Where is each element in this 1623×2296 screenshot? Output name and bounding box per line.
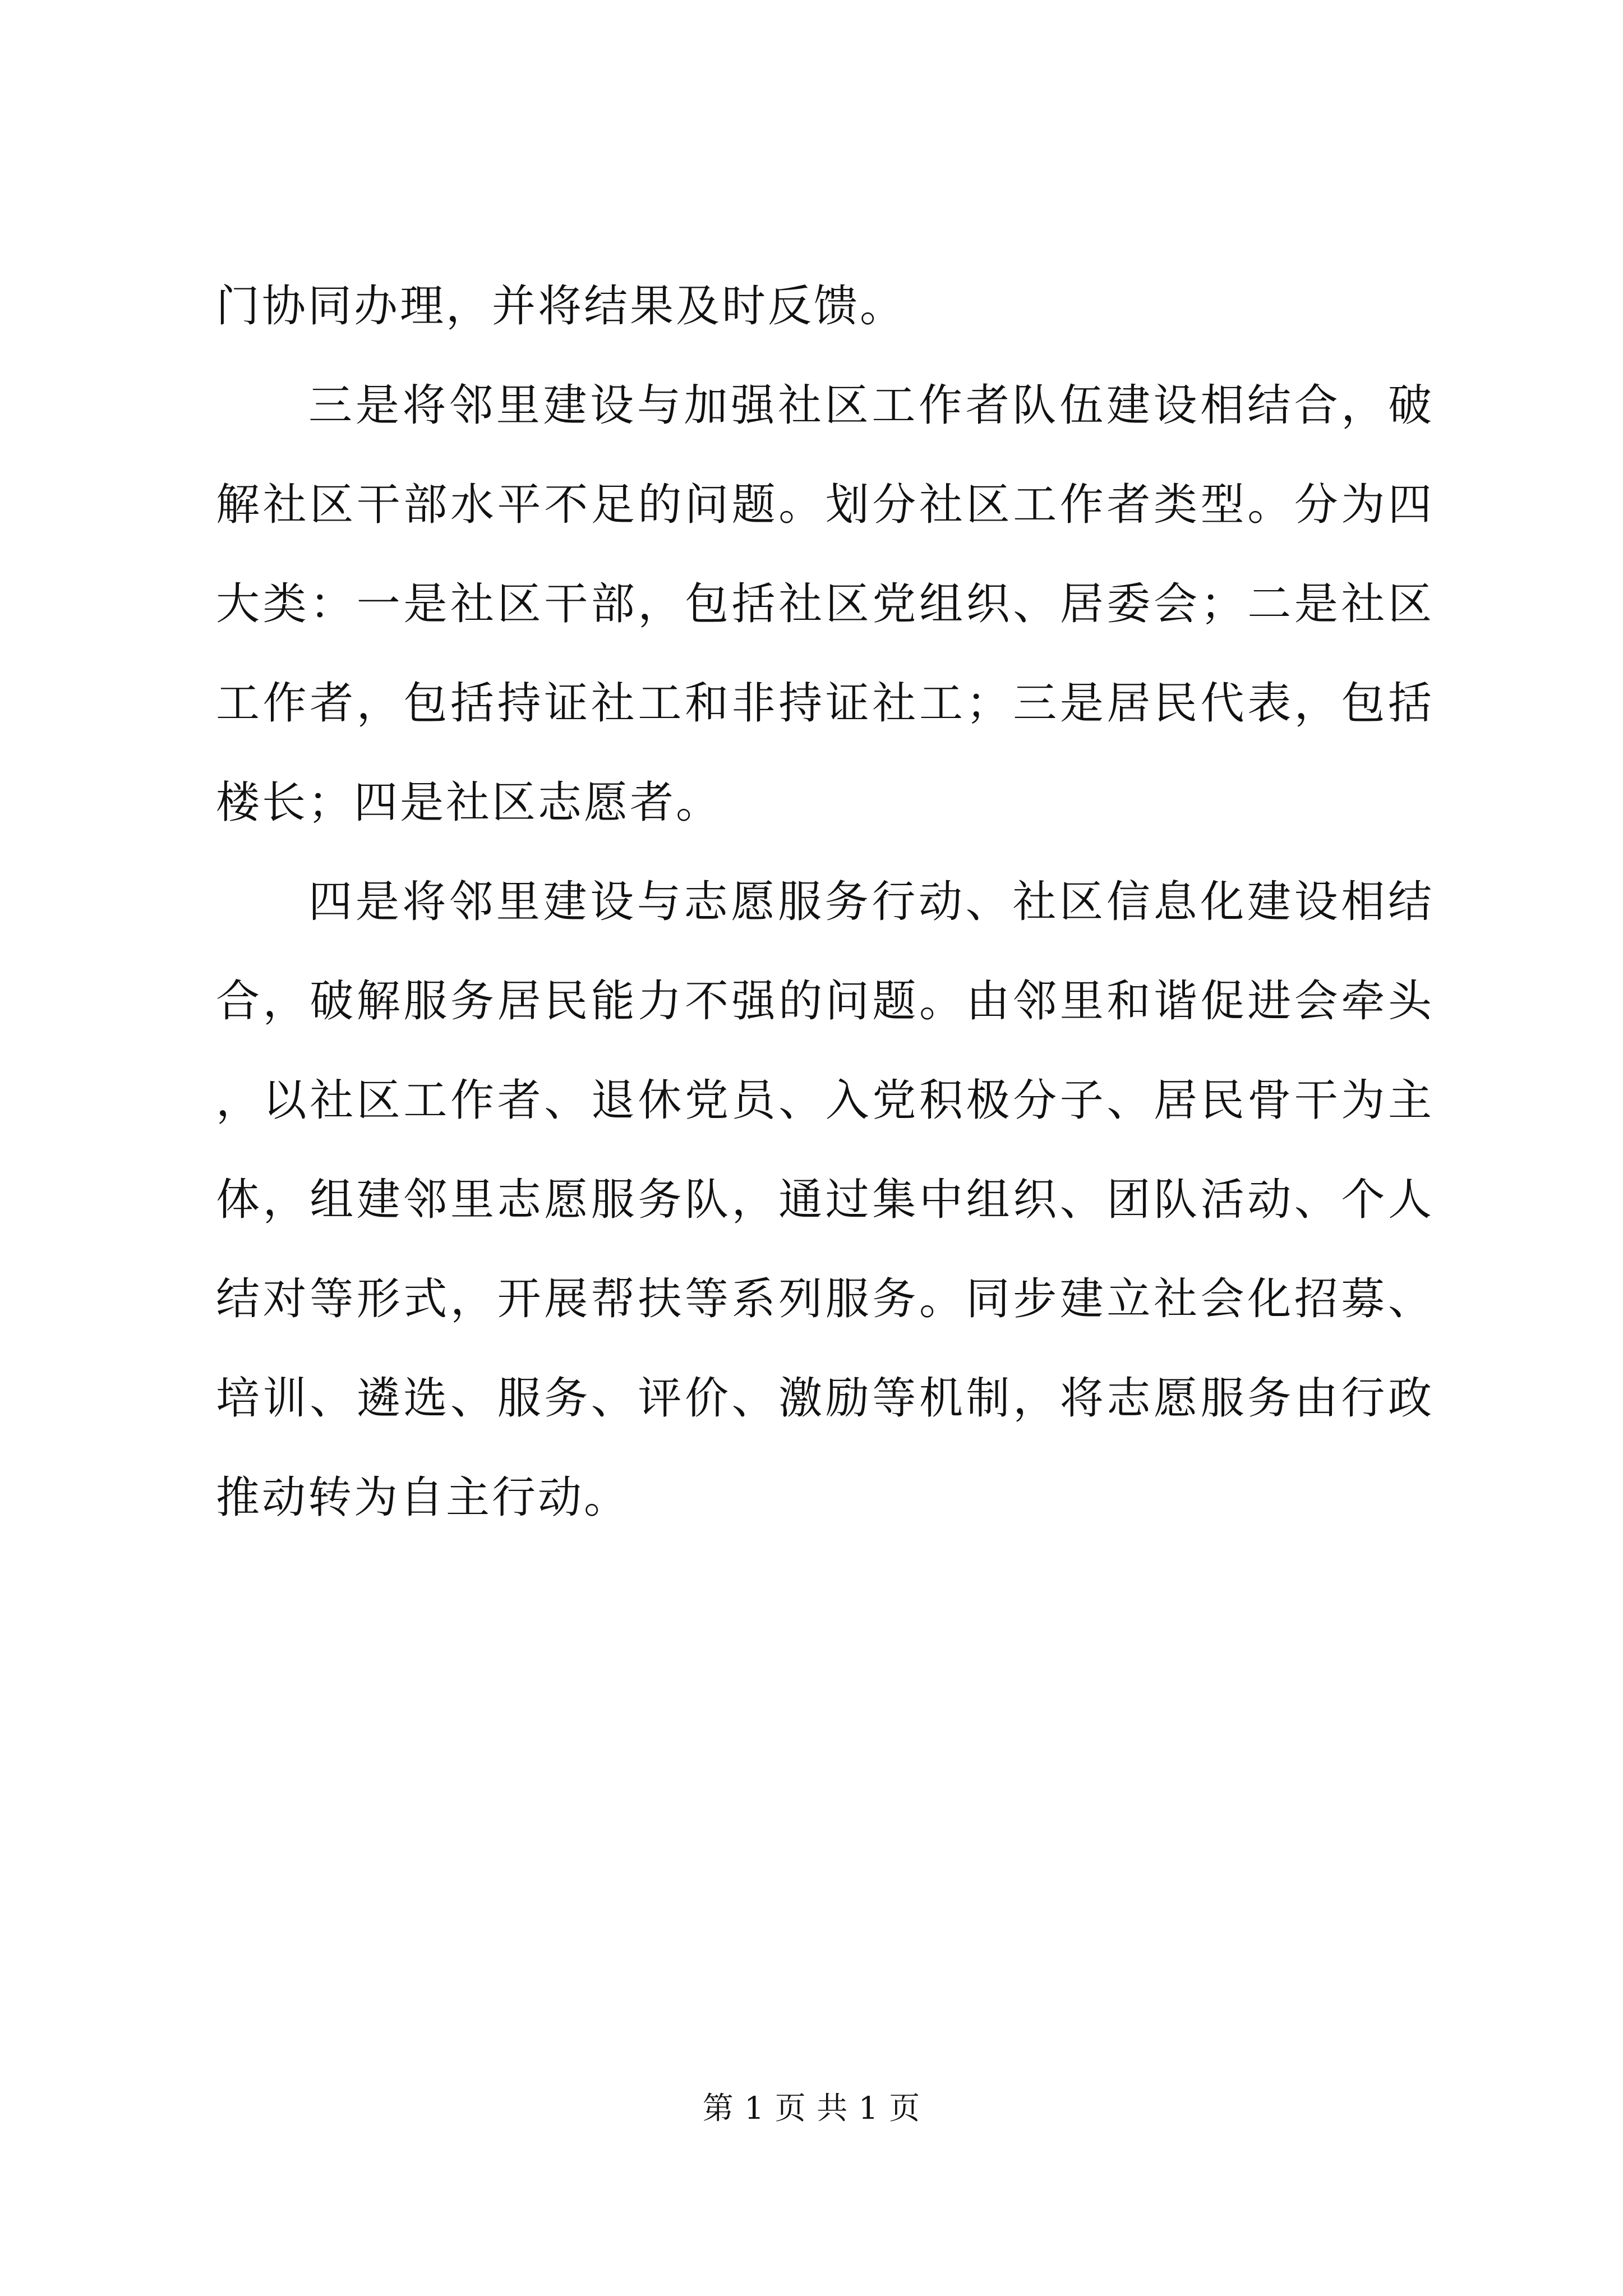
page-footer: 第 1 页 共 1 页 [702, 2090, 921, 2126]
paragraph-point-three: 三是将邻里建设与加强社区工作者队伍建设相结合，破解社区干部水平不足的问题。划分社区工作者类型。分为四大类：一是社区干部，包括社区党组织、居委会；二是社区工作者，包括持证社工和非持证社工；三是居民代表，包括楼长；四是社区志愿者。 [216, 380, 1434, 828]
document-body [216, 257, 1434, 1548]
paragraph-point-four: 四是将邻里建设与志愿服务行动、社区信息化建设相结合，破解服务居民能力不强的问题。由邻里和谐促进会牵头，以社区工作者、退休党员、入党积极分子、居民骨干为主体，组建邻里志愿服务队，通过集中组织、团队活动、个人结对等形式，开展帮扶等系列服务。同步建立社会化招募、培训、遴选、服务、评价、激励等机制，将志愿服务由行政推动转为自主行动。 [216, 877, 1434, 1523]
paragraph-continuation: 门协同办理，并将结果及时反馈。 [216, 281, 906, 332]
